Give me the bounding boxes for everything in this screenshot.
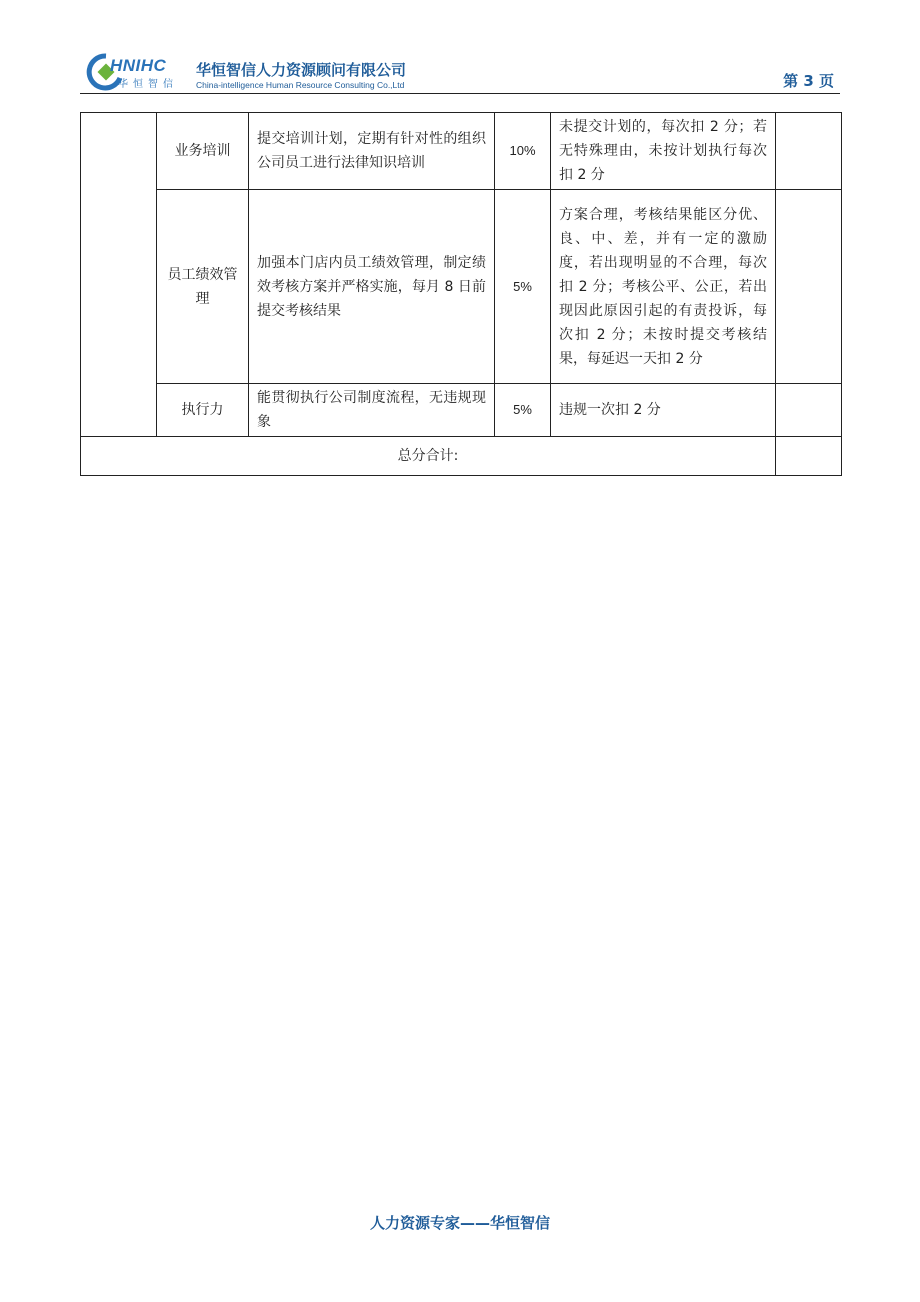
header-divider [80, 93, 840, 94]
page-number: 第 3 页 [783, 72, 834, 90]
company-name-en: China-intelligence Human Resource Consulting Co.,Ltd [196, 80, 405, 90]
assessment-table [80, 112, 842, 476]
description-cell: 能贯彻执行公司制度流程，无违规现象 [249, 384, 495, 437]
total-score-cell[interactable] [776, 437, 842, 476]
score-cell[interactable] [776, 190, 842, 384]
item-cell: 执行力 [157, 384, 249, 437]
footer-slogan: 人力资源专家——华恒智信 [369, 1214, 550, 1232]
weight-cell: 10% [495, 113, 551, 190]
category-cell [81, 113, 157, 437]
description-cell: 提交培训计划，定期有针对性的组织公司员工进行法律知识培训 [249, 113, 495, 190]
score-cell[interactable] [776, 384, 842, 437]
score-cell[interactable] [776, 113, 842, 190]
company-name-cn: 华恒智信人力资源顾问有限公司 [196, 61, 407, 79]
weight-cell: 5% [495, 190, 551, 384]
scoring-rule-cell: 方案合理，考核结果能区分优、良、中、差，并有一定的激励度，若出现明显的不合理，每次扣 2 分；考核公平、公正，若出现因此原因引起的有责投诉，每次扣 2 分；未按时提交考核结果，每延迟一天扣 2 分 [551, 190, 776, 384]
description-cell: 加强本门店内员工绩效管理，制定绩效考核方案并严格实施，每月 8 日前提交考核结果 [249, 190, 495, 384]
page-header [80, 50, 840, 96]
total-row [81, 437, 842, 476]
item-cell: 业务培训 [157, 113, 249, 190]
logo-text: HNIHC [110, 56, 167, 75]
item-cell: 员工绩效管理 [157, 190, 249, 384]
company-logo [80, 50, 190, 90]
scoring-rule-cell: 未提交计划的，每次扣 2 分；若无特殊理由，未按计划执行每次扣 2 分 [551, 113, 776, 190]
scoring-rule-cell: 违规一次扣 2 分 [551, 384, 776, 437]
weight-cell: 5% [495, 384, 551, 437]
table-row [81, 113, 842, 190]
total-label: 总分合计: [81, 437, 776, 476]
table-row [81, 384, 842, 437]
table-row [81, 190, 842, 384]
logo-subtext: 华恒智信 [118, 79, 178, 90]
